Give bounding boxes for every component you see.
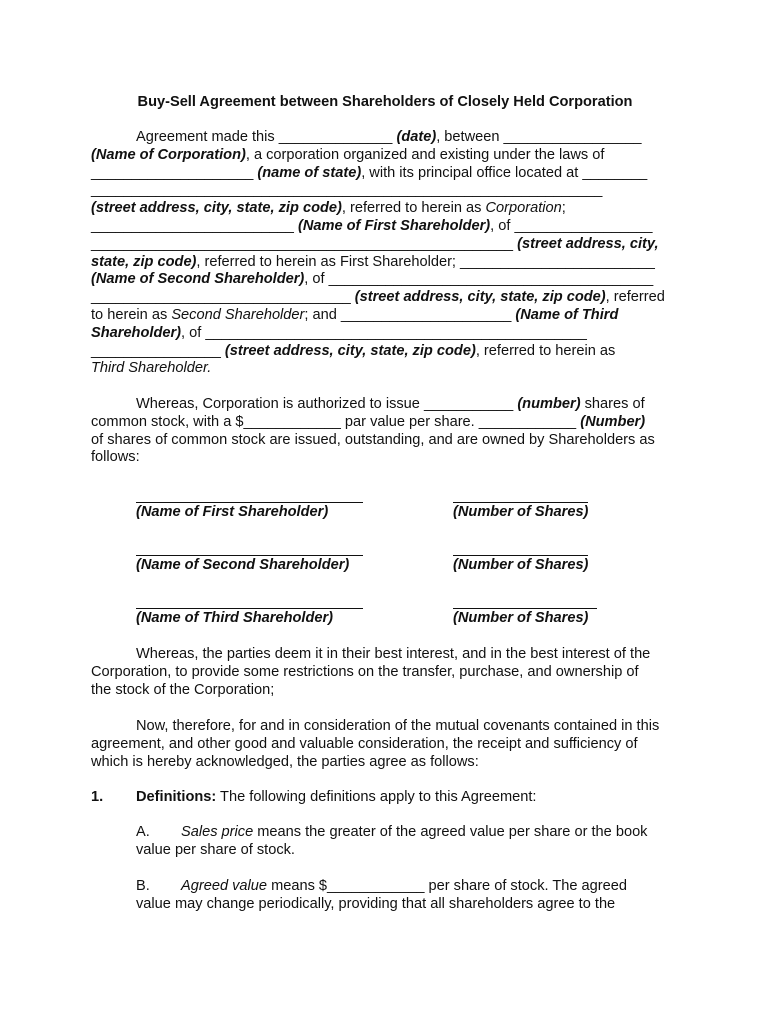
address-placeholder: (street address, city, state, zip code): [224, 342, 476, 359]
text: , between _________________: [436, 129, 642, 145]
section-heading: Definitions:: [136, 789, 217, 805]
intro-line-9: [91, 271, 681, 289]
text: _________________________: [91, 217, 298, 234]
third-shareholder-shares-line: [453, 608, 597, 609]
text: , with its principal office located at ________: [361, 164, 648, 181]
number-placeholder: (number): [517, 396, 581, 412]
text: Agreement made this ______________: [136, 129, 397, 145]
text: , of _________________: [490, 217, 653, 234]
third-shareholder-placeholder: Shareholder): [91, 324, 182, 341]
defined-term: Agreed value: [181, 878, 268, 894]
now-line-1: Now, therefore, for and in consideration of the mutual covenants contained in this: [136, 718, 660, 734]
intro-line-11: [91, 307, 681, 325]
text: , referred to herein as First Shareholder; ________________________: [196, 253, 655, 270]
intro-line-2: [91, 147, 681, 165]
intro-line-6: [91, 218, 681, 236]
item-b-line-2: value may change periodically, providing that all shareholders agree to the: [136, 895, 616, 912]
text: Second Shareholder: [171, 306, 305, 323]
text: , a corporation organized and existing under the laws of: [245, 146, 605, 163]
intro-line-12: [91, 325, 681, 343]
intro-line-14: Third Shareholder.: [91, 360, 212, 377]
item-a-line-1: [136, 824, 681, 842]
text: ;: [561, 200, 566, 217]
text: , referred to herein as: [341, 200, 486, 217]
intro-paragraph: [91, 129, 681, 378]
section-number: 1.: [91, 789, 104, 805]
second-shareholder-name-line: [136, 555, 363, 556]
whereas2-line-2: Corporation, to provide some restrictions on the transfer, purchase, and ownership of: [91, 663, 639, 680]
text: Whereas, Corporation is authorized to issue ___________: [136, 396, 518, 412]
first-shareholder-shares-label: (Number of Shares): [453, 504, 589, 520]
text: , of _______________________________________________: [181, 324, 587, 341]
corporation-name-placeholder: (Name of Corporation): [91, 146, 246, 163]
text: ____________________: [91, 164, 258, 181]
second-shareholder-name-label: (Name of Second Shareholder): [136, 557, 350, 573]
whereas-interest-paragraph: [91, 646, 681, 699]
second-shareholder-shares-line: [453, 555, 588, 556]
text: shares of: [580, 396, 645, 412]
text: means $____________ per share of stock. The agreed: [267, 878, 627, 894]
blank-line: _______________________________________________________________: [91, 182, 603, 199]
now-therefore-paragraph: [91, 718, 681, 771]
third-shareholder-shares-label: (Number of Shares): [453, 610, 589, 626]
intro-line-3: [91, 165, 681, 183]
whereas-shares-paragraph: [91, 396, 681, 467]
whereas2-line-3: the stock of the Corporation;: [91, 681, 275, 698]
address-placeholder: (street address, city, state, zip code): [354, 289, 606, 306]
date-placeholder: (date): [396, 129, 437, 145]
third-shareholder-name-line: [136, 608, 363, 609]
item-b: [136, 878, 681, 914]
address-placeholder: (street address, city,: [517, 235, 659, 252]
item-letter: A.: [136, 824, 150, 840]
text: ________________________________: [91, 289, 355, 306]
text: , of ________________________________________: [304, 271, 654, 288]
first-shareholder-placeholder: (Name of First Shareholder): [297, 217, 491, 234]
second-shareholder-placeholder: (Name of Second Shareholder): [91, 271, 305, 288]
whereas1-line-2: [91, 414, 681, 432]
whereas2-line-1: Whereas, the parties deem it in their best interest, and in the best interest of the: [136, 646, 651, 662]
defined-term: Sales price: [181, 824, 254, 840]
intro-line-10: [91, 289, 681, 307]
text: to herein as: [91, 306, 172, 323]
item-letter: B.: [136, 878, 150, 894]
third-shareholder-placeholder: (Name of Third: [515, 306, 619, 323]
text: , referred: [605, 289, 665, 306]
first-shareholder-name-line: [136, 502, 363, 503]
item-a-line-2: value per share of stock.: [136, 841, 295, 858]
intro-line-4: [91, 182, 681, 200]
intro-line-13: [91, 343, 681, 361]
state-placeholder: (name of state): [257, 164, 362, 181]
intro-line-8: [91, 254, 681, 272]
document-title: Buy-Sell Agreement between Shareholders of Closely Held Corporation: [137, 94, 633, 110]
item-b-line-1: [136, 878, 681, 896]
text: common stock, with a $____________ par value per share. ____________: [91, 413, 581, 430]
intro-line-1: [91, 129, 681, 147]
number-placeholder: (Number): [580, 413, 646, 430]
text: ; and _____________________: [304, 306, 516, 323]
text: , referred to herein as: [475, 342, 616, 359]
first-shareholder-shares-line: [453, 502, 588, 503]
intro-line-7: [91, 236, 681, 254]
address-placeholder: state, zip code): [91, 253, 197, 270]
whereas1-line-3: of shares of common stock are issued, outstanding, and are owned by Shareholders as: [91, 431, 655, 448]
text: Corporation: [485, 200, 562, 217]
text: The following definitions apply to this Agreement:: [216, 789, 537, 805]
whereas1-line-4: follows:: [91, 449, 140, 466]
now-line-3: which is hereby acknowledged, the parties agree as follows:: [91, 753, 479, 770]
intro-line-5: [91, 200, 681, 218]
text: means the greater of the agreed value per share or the book: [253, 824, 648, 840]
now-line-2: agreement, and other good and valuable consideration, the receipt and sufficiency of: [91, 735, 638, 752]
first-shareholder-name-label: (Name of First Shareholder): [136, 504, 329, 520]
address-placeholder: (street address, city, state, zip code): [91, 200, 342, 217]
text: ________________: [91, 342, 225, 359]
second-shareholder-shares-label: (Number of Shares): [453, 557, 589, 573]
section-1-line: [91, 789, 681, 807]
whereas1-line-1: [91, 396, 681, 414]
item-a: [136, 824, 681, 860]
third-shareholder-name-label: (Name of Third Shareholder): [136, 610, 334, 626]
text: ____________________________________________________: [91, 235, 518, 252]
section-1-heading: [91, 789, 681, 807]
